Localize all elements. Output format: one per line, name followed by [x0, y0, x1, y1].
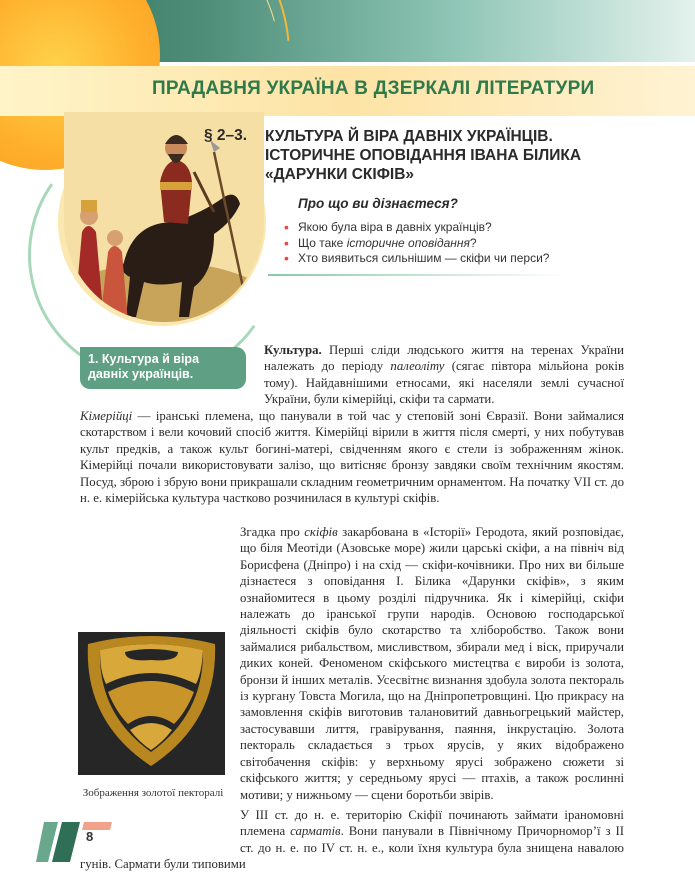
- section-title: ПРАДАВНЯ УКРАЇНА В ДЗЕРКАЛІ ЛІТЕРАТУРИ: [152, 78, 595, 99]
- body-paragraph: Згадка про скіфів закарбована в «Історії» Геродота, який розповідає, що біля Меотіди (Азовське море) жили царські скіфи, а на північ від Борисфена (Дніпро) і на схід — скіфи-кочівники. Про них ви більше дізнаєтеся з оповідання І. Білика «Дарунки скіфів», з яким ознайомитеся в цьому розділі підручника. Як і кімерійці, скіфи належать до іранської групи народів. Основою господарської діяльності скіфів було скотарство та хліборобство. Також вони займалися рибальством, мисливством, збирали мед і віск, приручали диких коней. Феноменом скіфського мистецтва є вироби із золота, бронзи й інших металів. Усесвітнє визнання здобула золота пектораль із кургану Товста Могила, що на Дніпропетровщині. Цю прикрасу на замовлення скіфів виготовив талановитий давньогрецький майстер, застосувавши лиття, гравірування, паяння, інкрустацію. Золота пектораль складається з трьох ярусів, у яких відображено світобачення скіфів: у верхньому ярусі зображено сюжети зі скіфського життя; у середньому ярусі — птахів, а також рослинні мотиви; у нижньому — сцени боротьби звірів. У III ст. до н. е. територію Скіфії починають займати іраномовні племена сарматів. Вони панували в Північному Причорномор’ї з II ст. до н. е. по IV ст. н. е., коли їхня культура була знищена навалою гунів. Сармати були типовими: [80, 525, 624, 872]
- paragraph-title-line: КУЛЬТУРА Й ВІРА ДАВНІХ УКРАЇНЦІВ.: [265, 128, 553, 145]
- paragraph-title-line: «ДАРУНКИ СКІФІВ»: [265, 166, 415, 183]
- topic-tag-line: давніх українців.: [88, 367, 194, 381]
- list-item: • Що таке історичне оповідання?: [284, 236, 549, 252]
- paragraph-title-line: ІСТОРИЧНЕ ОПОВІДАННЯ ІВАНА БІЛИКА: [265, 147, 582, 164]
- page-number: 8: [86, 829, 94, 844]
- photo-caption: Зображення золотої пекторалі: [82, 787, 224, 799]
- paragraph-title: [265, 127, 655, 184]
- learning-goals-list: [284, 220, 549, 267]
- paragraph-number: § 2–3.: [204, 127, 248, 144]
- golden-pectoral-photo: [78, 632, 225, 775]
- learning-goals-box: [268, 196, 680, 272]
- divider: [268, 274, 568, 276]
- body-paragraph: Кімерійці — іранські племена, що панували в той час у степовій зоні Євразії. Вони займалися скотарством і вели кочовий спосіб життя. Кімерійці вірили в життя після смерті, у них побутував культ предків, а також культ богині-матері, свідченням якого є стели із зображенням жінок. Кімерійці почали використовувати залізо, що витісняє бронзу завдяки своїм технічним якостям. Посуд, зброю і збрую вони прикрашали складним геометричним орнаментом. На початку VII ст. до н. е. кімерійська культура частково розчинилася в культурі скіфів.: [80, 409, 624, 506]
- topic-tag: [80, 347, 246, 389]
- topic-tag-line: 1. Культура й віра: [88, 352, 200, 366]
- learning-goals-title: Про що ви дізнаєтеся?: [298, 196, 458, 211]
- footer-decoration: [36, 822, 116, 862]
- body-paragraph: Культура. Перші сліди людського життя на теренах України належать до періоду палеоліту (сягає півтора мільйона років тому). Найдавнішими етносами, які населяли землі сучасної України, були кімерійці, скіфи та сармати.: [264, 343, 624, 407]
- list-item: • Хто виявиться сильнішим — скіфи чи перси?: [284, 251, 549, 267]
- list-item: • Якою була віра в давніх українців?: [284, 220, 549, 236]
